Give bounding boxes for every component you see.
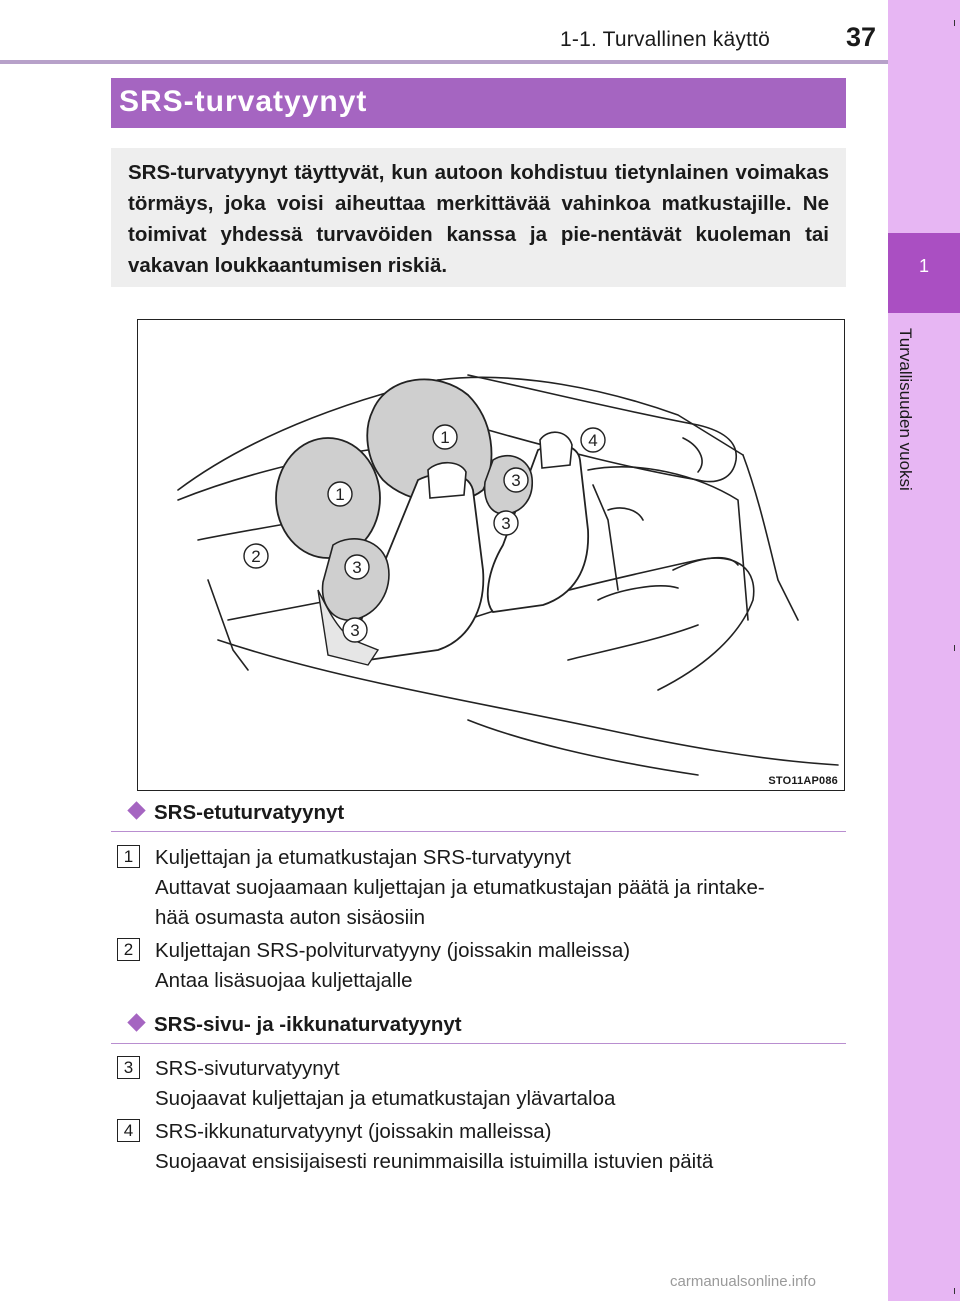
section-rule [111,1043,846,1044]
watermark[interactable]: carmanualsonline.info [670,1273,816,1290]
crop-mark [954,645,955,651]
list-item: Kuljettajan ja etumatkustajan SRS-turvatyynyt Auttavat suojaamaan kuljettajan ja etumatkustajan päätä ja rintake- hää osumasta auton sisäosiin [155,846,765,929]
diamond-bullet-icon [127,801,145,819]
item-number-badge: 1 [117,845,140,868]
callout-label: 2 [251,547,261,566]
chapter-title: 1-1. Turvallinen käyttö [560,28,771,51]
diamond-bullet-icon [127,1013,145,1031]
callout-label: 3 [352,558,362,577]
list-item: Kuljettajan SRS-polviturvatyyny (joissakin malleissa) Antaa lisäsuojaa kuljettajalle [155,939,631,992]
airbag-illustration [137,319,845,791]
crop-mark [954,1288,955,1294]
section-rule [111,831,846,832]
side-tab [888,0,960,1301]
intro-text: SRS-turvatyynyt täyttyvät, kun autoon kohdistuu tietynlainen voimakas törmäys, joka voisi aiheuttaa merkittävää vahinkoa matkustajille. Ne toimivat yhdessä turvavöiden kanssa ja pie-nentävät kuoleman tai vakavan loukkaantumisen riskiä. [111,148,846,287]
callout-label: 3 [350,621,360,640]
page-title: SRS-turvatyynyt [111,78,846,128]
callout-label: 1 [335,485,345,504]
list-item: SRS-sivuturvatyynyt Suojaavat kuljettajan ja etumatkustajan ylävartaloa [155,1057,616,1110]
section-heading-side-airbags: SRS-sivu- ja -ikkunaturvatyynyt [128,1013,462,1037]
callout-label: 1 [440,428,450,447]
section-heading-front-airbags: SRS-etuturvatyynyt [128,801,344,825]
item-number-badge: 2 [117,938,140,961]
side-tab-number: 1 [918,256,929,276]
header-rule [0,60,888,64]
page-number: 37 [846,22,877,52]
item-number-badge: 4 [117,1119,140,1142]
callout-label: 3 [511,471,521,490]
crop-mark [954,20,955,26]
item-number-badge: 3 [117,1056,140,1079]
airbag-drawing [138,320,845,791]
figure-code: STO11AP086 [768,775,838,787]
list-item: SRS-ikkunaturvatyynyt (joissakin malleissa) Suojaavat ensisijaisesti reunimmaisilla istuimilla istuvien päitä [155,1120,714,1173]
callout-label: 3 [501,514,511,533]
callout-label: 4 [588,431,598,450]
side-tab-label: Turvallisuuden vuoksi [896,328,915,491]
